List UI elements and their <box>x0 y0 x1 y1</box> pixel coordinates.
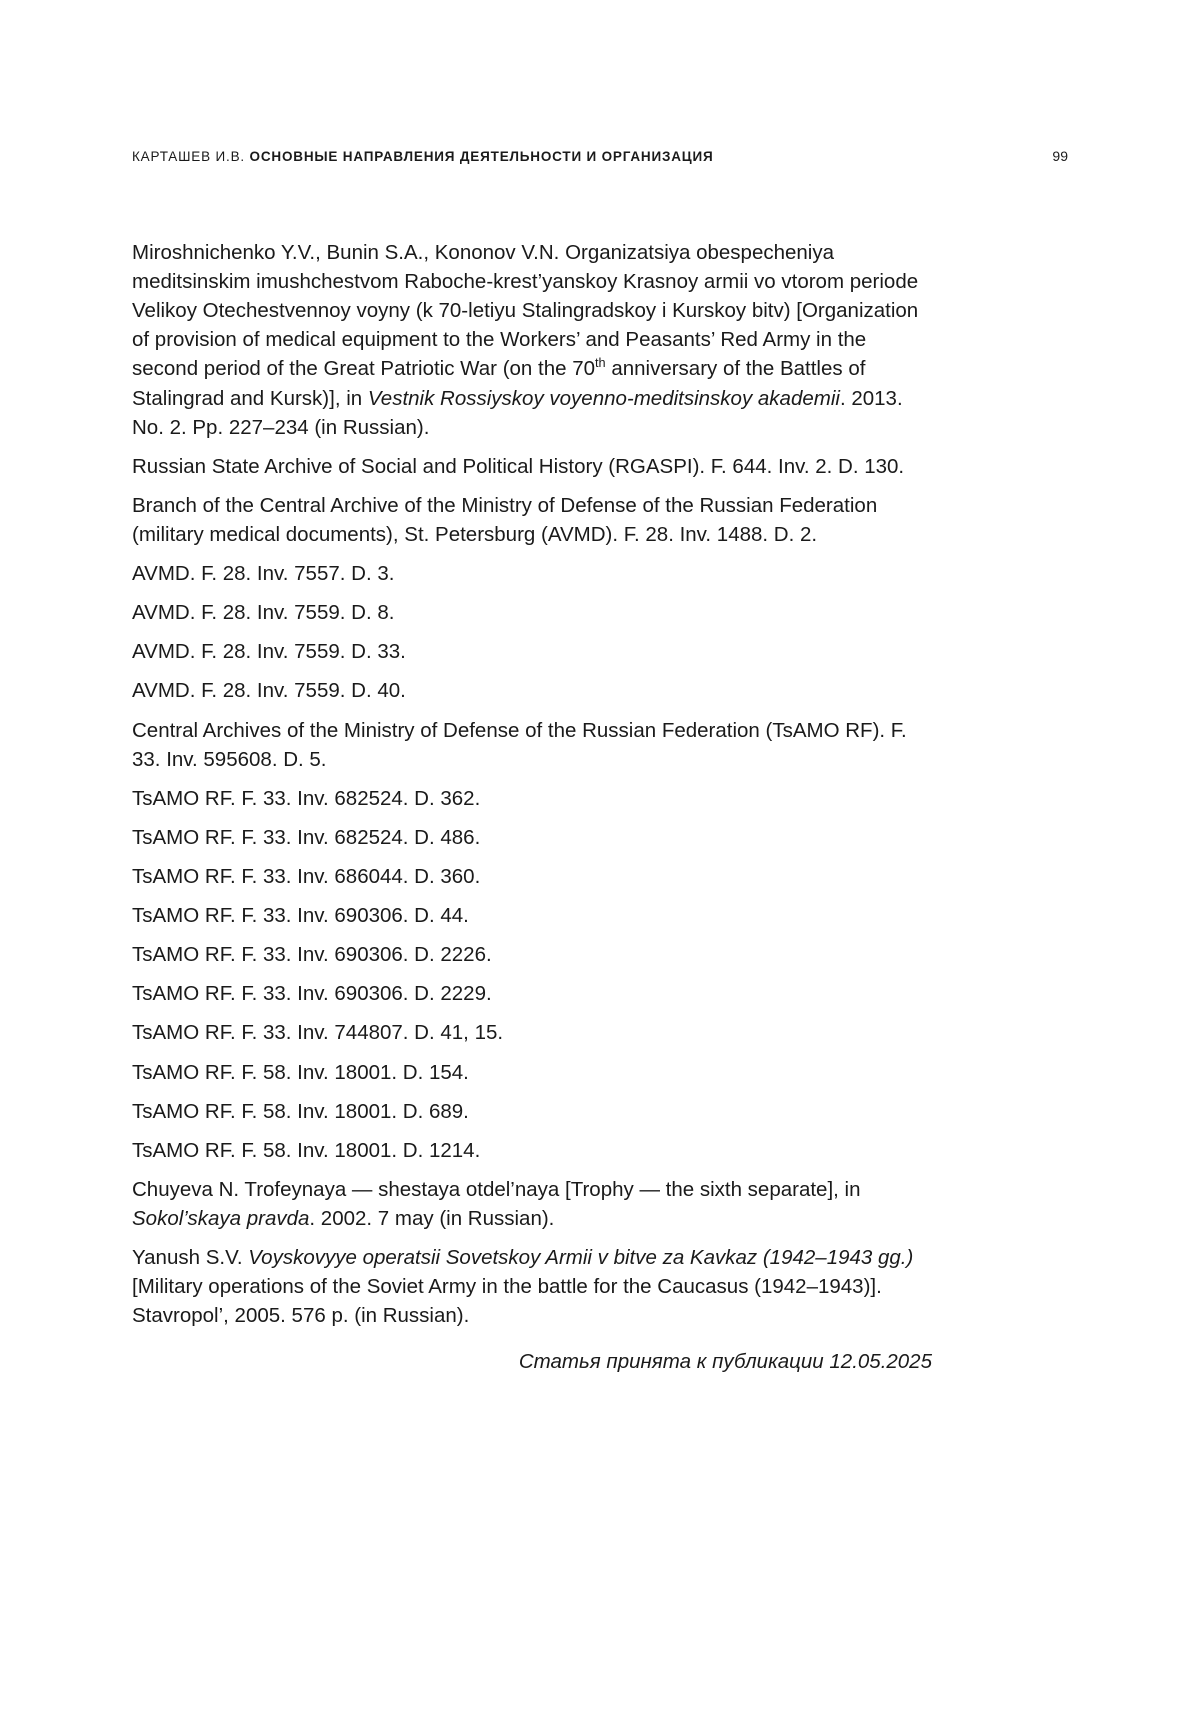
reference-item <box>132 979 932 1008</box>
reference-item <box>132 940 932 969</box>
reference-entries <box>132 238 932 1330</box>
reference-item <box>132 637 932 666</box>
running-head-title: ОСНОВНЫЕ НАПРАВЛЕНИЯ ДЕЯТЕЛЬНОСТИ И ОРГАНИЗАЦИЯ <box>249 149 714 164</box>
reference-text-run: anniversary of the Battles of Stalingrad and Kursk)], in <box>132 357 866 410</box>
reference-text-run: Vestnik Rossiyskoy voyenno-meditsinskoy akademii <box>367 386 840 410</box>
reference-item <box>132 716 932 774</box>
reference-item <box>132 676 932 705</box>
reference-text-run: Miroshnichenko Y.V., Bunin S.A., Kononov V.N. Organizatsiya obespecheniya meditsinskim imushchestvom Raboche-krest’yanskoy Krasnoy armii vo vtorom periode Velikoy Otechestvennoy voyny (k 70-letiyu Stalingradskoy i Kurskoy bitv) [Organization of provision of medical equipment to the Workers’ and Peasants’ Red Army in the second period of the Great Patriotic War (on the 70 <box>132 241 919 381</box>
reference-text-run: TsAMO RF. F. 33. Inv. 682524. D. 486. <box>132 825 481 849</box>
reference-text-run: Sokol’skaya pravda <box>132 1206 310 1230</box>
reference-text-run: th <box>595 355 606 371</box>
reference-text-run: TsAMO RF. F. 33. Inv. 690306. D. 44. <box>132 904 469 928</box>
reference-item <box>132 1136 932 1165</box>
reference-text-run: TsAMO RF. F. 33. Inv. 686044. D. 360. <box>132 864 481 888</box>
reference-text-run: Central Archives of the Ministry of Defense of the Russian Federation (TsAMO RF). F. 33. Inv. 595608. D. 5. <box>132 718 907 771</box>
reference-text-run: Chuyeva N. Trofeynaya — shestaya otdel’naya [Trophy — the sixth separate], in <box>132 1177 861 1201</box>
reference-item <box>132 559 932 588</box>
reference-text-run: . 2002. 7 may (in Russian). <box>309 1206 555 1230</box>
reference-item <box>132 1018 932 1047</box>
reference-text-run: Voyskovyye operatsii Sovetskoy Armii v bitve za Kavkaz (1942–1943 gg.) <box>248 1246 914 1270</box>
reference-text-run: TsAMO RF. F. 58. Inv. 18001. D. 154. <box>132 1060 469 1084</box>
reference-item <box>132 784 932 813</box>
reference-text-run: AVMD. F. 28. Inv. 7559. D. 33. <box>132 640 406 664</box>
running-head-left <box>132 149 714 164</box>
reference-text-run: [Military operations of the Soviet Army in the battle for the Caucasus (1942–1943)]. Stavropol’, 2005. 576 p. (in Russian). <box>132 1275 882 1328</box>
reference-text-run: TsAMO RF. F. 58. Inv. 18001. D. 1214. <box>132 1138 481 1162</box>
reference-item <box>132 1175 932 1233</box>
reference-text-run: AVMD. F. 28. Inv. 7557. D. 3. <box>132 562 395 586</box>
running-head <box>132 148 1068 164</box>
reference-item <box>132 823 932 852</box>
reference-text-run: TsAMO RF. F. 58. Inv. 18001. D. 689. <box>132 1099 469 1123</box>
reference-item <box>132 1243 932 1330</box>
running-head-author: КАРТАШЕВ И.В. <box>132 149 245 164</box>
reference-item <box>132 901 932 930</box>
reference-text-run: AVMD. F. 28. Inv. 7559. D. 40. <box>132 679 406 703</box>
reference-text-run: TsAMO RF. F. 33. Inv. 690306. D. 2229. <box>132 982 492 1006</box>
accepted-note: Статья принята к публикации 12.05.2025 <box>518 1350 932 1374</box>
reference-text-run: TsAMO RF. F. 33. Inv. 682524. D. 362. <box>132 786 481 810</box>
page-number: 99 <box>1052 148 1068 164</box>
reference-list <box>132 238 932 1374</box>
reference-text-run: Yanush S.V. <box>132 1246 249 1270</box>
reference-item <box>132 238 932 442</box>
reference-text-run: TsAMO RF. F. 33. Inv. 690306. D. 2226. <box>132 943 492 967</box>
reference-item <box>132 452 932 481</box>
reference-item <box>132 491 932 549</box>
reference-item <box>132 862 932 891</box>
reference-text-run: AVMD. F. 28. Inv. 7559. D. 8. <box>132 601 395 625</box>
reference-text-run: Branch of the Central Archive of the Ministry of Defense of the Russian Federation (military medical documents), St. Petersburg (AVMD). F. 28. Inv. 1488. D. 2. <box>132 493 878 546</box>
reference-item <box>132 1097 932 1126</box>
reference-item <box>132 1058 932 1087</box>
reference-text-run: Russian State Archive of Social and Political History (RGASPI). F. 644. Inv. 2. D. 130. <box>132 454 905 478</box>
reference-text-run: . 2013. No. 2. Pp. 227–234 (in Russian). <box>132 386 903 439</box>
reference-text-run: TsAMO RF. F. 33. Inv. 744807. D. 41, 15. <box>132 1021 504 1045</box>
reference-item <box>132 598 932 627</box>
